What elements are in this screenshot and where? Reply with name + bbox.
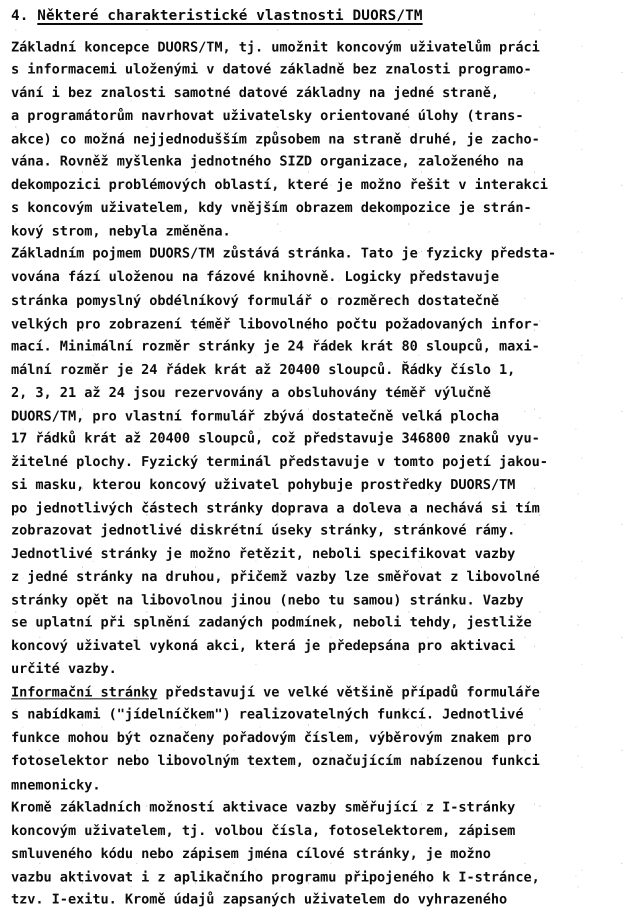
text-line: se uplatní při splnění zadaných podmínek, neboli tehdy, jestliže <box>11 614 532 631</box>
document-body <box>11 36 631 912</box>
text-line: vána. Rovněž myšlenka jednotného SIZD organizace, založeného na <box>11 153 524 170</box>
paragraph <box>11 243 631 681</box>
text-line: tzv. I-exitu. Kromě údajů zapsaných uživatelem do vyhrazeného <box>11 891 508 908</box>
text-line: 2, 3, 21 až 24 jsou rezervovány a obsluhovány téměř výlučně <box>11 384 491 401</box>
text-line: mální rozměr je 24 řádek krát až 20400 sloupců. Řádky číslo 1, <box>11 361 516 378</box>
section-number: 4. <box>11 8 38 24</box>
text-line: žitelné plochy. Fyzický terminál představuje v tomto pojetí jakou- <box>11 454 548 471</box>
text-line: mnemonicky. <box>11 776 101 793</box>
text-line: po jednotlivých částech stránky doprava a doleva a nechává si tím <box>11 500 540 517</box>
paragraph <box>11 681 631 796</box>
text-line: z jedné stránky na druhou, přičemž vazby lze směřovat z libovolné <box>11 568 540 585</box>
text-line: zobrazovat jednotlivé diskrétní úseky stránky, stránkové rámy. <box>11 522 516 539</box>
text-line: DUORS/TM, pro vlastní formulář zbývá dostatečně velká plocha <box>11 408 500 425</box>
text-line: dekompozici problémových oblastí, které je možno řešit v interakci <box>11 177 548 194</box>
text-line: akce) co možná nejjednodušším způsobem na straně druhé, je zacho- <box>11 131 540 148</box>
text-line: vazbu aktivovat i z aplikačního programu připojeného k I-stránce, <box>11 869 540 886</box>
text-line: vována fází uloženou na fázové knihovně. Logicky představuje <box>11 269 500 286</box>
text-line: 17 řádků krát až 20400 sloupců, což představuje 346800 znaků vyu- <box>11 430 540 447</box>
text-line: stránky opět na libovolnou jinou (nebo tu samou) stránku. Vazby <box>11 592 524 609</box>
text-line: koncovým uživatelem, tj. volbou čísla, fotoselektorem, zápisem <box>11 822 516 839</box>
text-line: Základním pojmem DUORS/TM zůstává stránka. Tato je fyzicky předsta- <box>11 246 556 263</box>
text-line: koncový uživatel vykoná akci, která je předepsána pro aktivaci <box>11 638 516 655</box>
underlined-term: Informační stránky <box>11 684 158 701</box>
text-line: kový strom, nebyla změněna. <box>11 223 231 240</box>
text-line-with-underlined-term <box>11 682 631 705</box>
text-line: velkých pro zobrazení téměř libovolného počtu požadovaných infor- <box>11 315 540 332</box>
text-line: Kromě základních možností aktivace vazby směřující z I-stránky <box>11 799 516 816</box>
text-line: vání i bez znalosti samotné datové základny na jedné straně, <box>11 85 500 102</box>
text-line: Základní koncepce DUORS/TM, tj. umožnit koncovým uživatelům práci <box>11 39 540 56</box>
section-heading <box>11 8 625 24</box>
text-line: smluveného kódu nebo zápisem jména cílové stránky, je možno <box>11 845 491 862</box>
text-line: určité vazby. <box>11 661 117 678</box>
text-line-remainder: představují ve velké většině případů formuláře <box>157 684 540 701</box>
paragraph <box>11 797 631 912</box>
text-line: mací. Minimální rozměr stránky je 24 řádek krát 80 sloupců, maxi- <box>11 338 540 355</box>
text-line: funkce mohou být označeny pořadovým číslem, výběrovým znakem pro <box>11 730 532 747</box>
text-line: si masku, kterou koncový uživatel pohybuje prostředky DUORS/TM <box>11 476 516 493</box>
section-title: Některé charakteristické vlastnosti DUORS/TM <box>37 8 423 24</box>
text-line: s koncovým uživatelem, kdy vnějším obrazem dekompozice je strán- <box>11 200 532 217</box>
text-line: Jednotlivé stránky je možno řetězit, neboli specifikovat vazby <box>11 546 516 563</box>
text-line: fotoselektor nebo libovolným textem, označujícím nabízenou funkci <box>11 753 540 770</box>
text-line: a programátorům navrhovat uživatelsky orientované úlohy (trans- <box>11 107 524 124</box>
text-line: s nabídkami ("jídelníčkem") realizovatelných funkcí. Jednotlivé <box>11 707 524 724</box>
paragraph <box>11 36 631 243</box>
text-line: stránka pomyslný obdélníkový formulář o rozměrech dostatečně <box>11 292 500 309</box>
text-line: s informacemi uloženými v datové základně bez znalosti programo- <box>11 61 532 78</box>
